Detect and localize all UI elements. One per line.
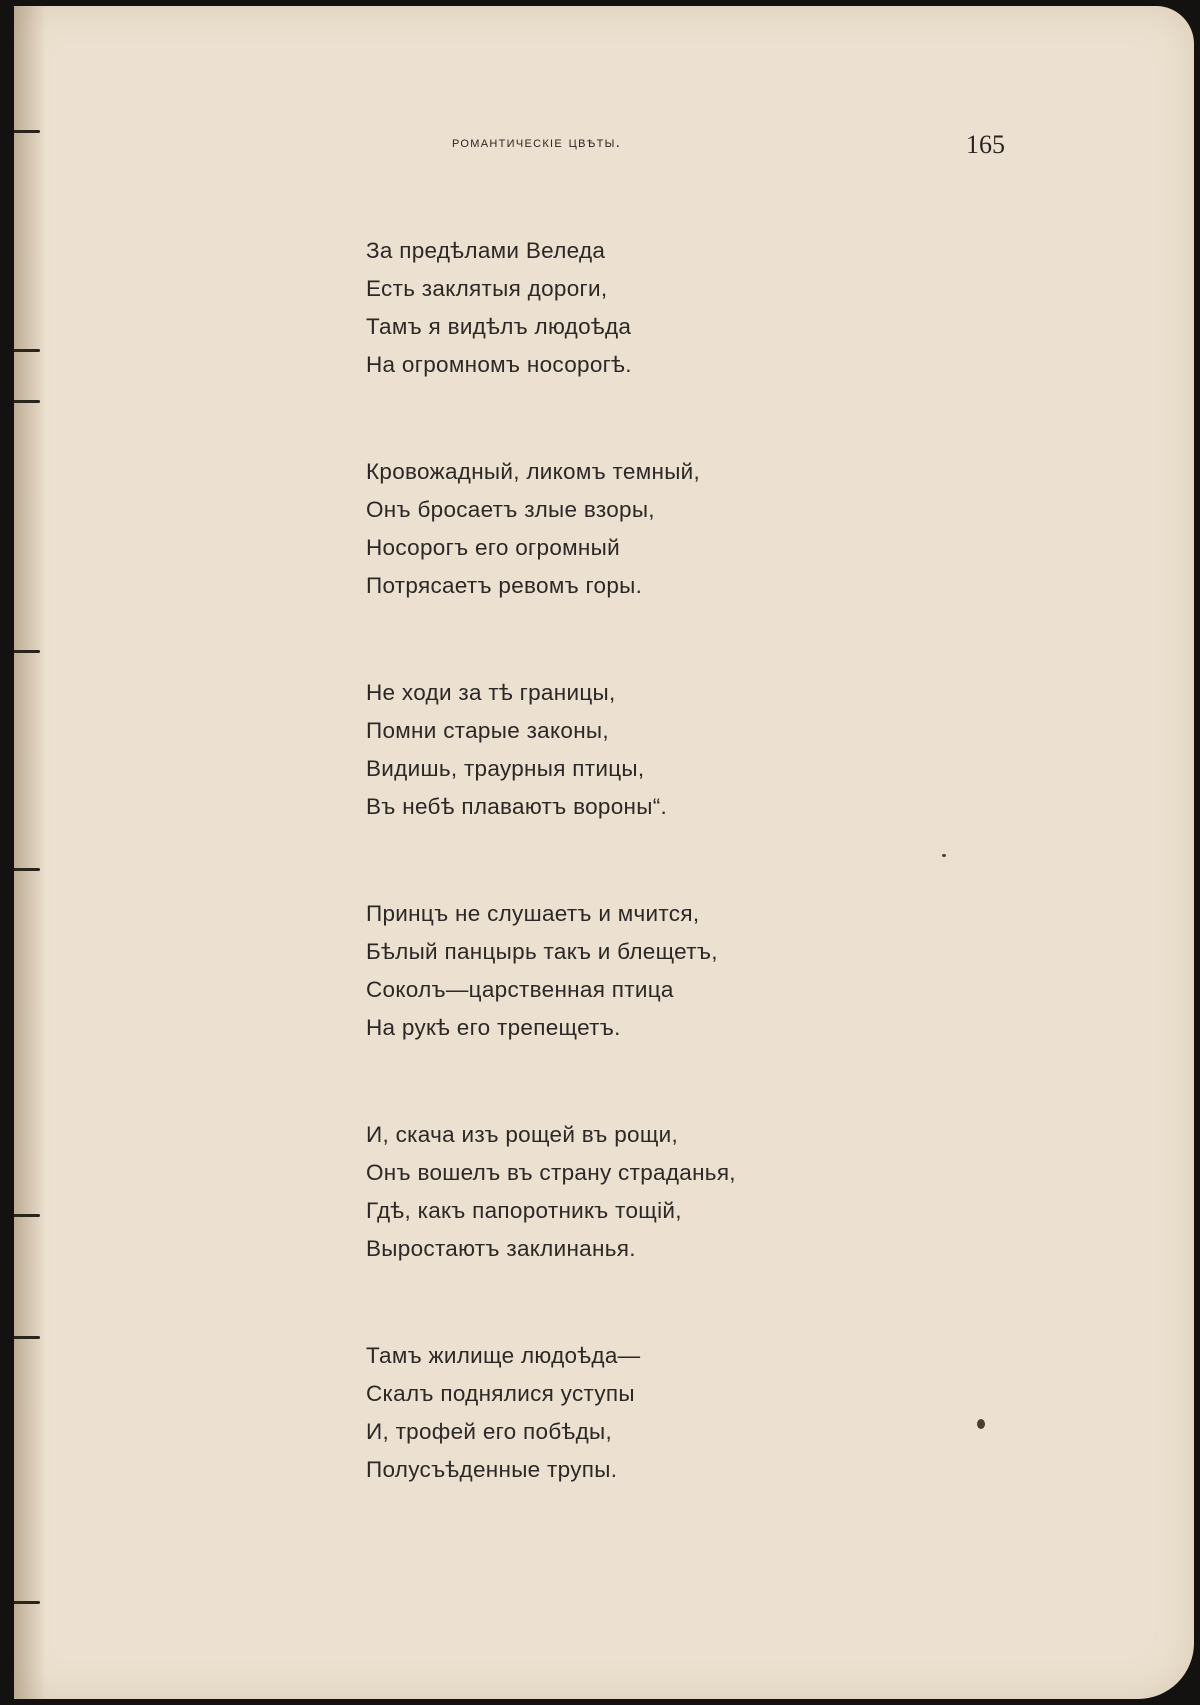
stanza — [366, 453, 886, 605]
stanza — [366, 232, 886, 384]
running-header — [0, 130, 1200, 160]
poem-line: Тамъ жилище людоѣда— — [366, 1343, 641, 1368]
poem-line: И, скача изъ рощей въ рощи, — [366, 1122, 679, 1147]
binding-stitch — [14, 650, 40, 653]
poem-line: На рукѣ его трепещетъ. — [366, 1015, 621, 1040]
binding-stitch — [14, 868, 40, 871]
binding-stitch — [14, 1214, 40, 1217]
poem-line: Видишь, траурныя птицы, — [366, 756, 645, 781]
poem-line: Носорогъ его огромный — [366, 535, 620, 560]
poem-line: Бѣлый панцырь такъ и блещетъ, — [366, 939, 718, 964]
poem-line: Есть заклятыя дороги, — [366, 276, 608, 301]
stanza — [366, 1337, 886, 1489]
poem-line: Потрясаетъ ревомъ горы. — [366, 573, 643, 598]
stanza — [366, 895, 886, 1047]
poem-line: Онъ вошелъ въ страну страданья, — [366, 1160, 736, 1185]
binding-stitch — [14, 349, 40, 352]
binding-gutter — [14, 6, 46, 1699]
binding-stitch — [14, 400, 40, 403]
poem-line: Принцъ не слушаетъ и мчится, — [366, 901, 700, 926]
poem — [366, 232, 886, 1558]
poem-line: Полусъѣденные трупы. — [366, 1457, 618, 1482]
poem-line: Въ небѣ плаваютъ вороны“. — [366, 794, 668, 819]
poem-line: Онъ бросаетъ злые взоры, — [366, 497, 655, 522]
page-number: 165 — [966, 130, 1005, 159]
paper-spot — [977, 1419, 985, 1429]
paper-spot — [942, 854, 946, 857]
binding-stitch — [14, 1601, 40, 1604]
binding-stitch — [14, 1336, 40, 1339]
poem-line: Соколъ—царственная птица — [366, 977, 674, 1002]
stanza — [366, 1116, 886, 1268]
running-title: романтическіе цвѣты. — [452, 134, 622, 151]
poem-line: Помни старые законы, — [366, 718, 609, 743]
poem-line: И, трофей его побѣды, — [366, 1419, 613, 1444]
poem-line: Выростаютъ заклинанья. — [366, 1236, 636, 1261]
poem-line: Кровожадный, ликомъ темный, — [366, 459, 701, 484]
poem-line: За предѣлами Веледа — [366, 238, 606, 263]
poem-line: Гдѣ, какъ папоротникъ тощій, — [366, 1198, 682, 1223]
poem-line: Тамъ я видѣлъ людоѣда — [366, 314, 632, 339]
stanza — [366, 674, 886, 826]
poem-line: На огромномъ носорогѣ. — [366, 352, 632, 377]
poem-line: Скалъ поднялися уступы — [366, 1381, 635, 1406]
poem-line: Не ходи за тѣ границы, — [366, 680, 616, 705]
